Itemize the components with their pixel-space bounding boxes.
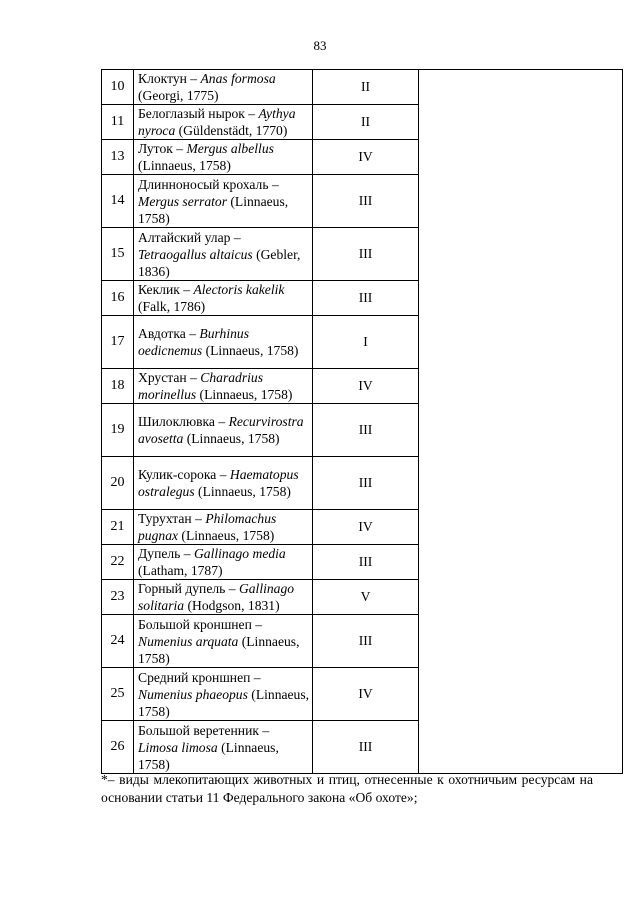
status-category: III bbox=[313, 615, 419, 668]
species-name bbox=[134, 70, 313, 105]
species-author: (Latham, 1787) bbox=[138, 563, 223, 578]
species-latin-name: Aythya nyroca bbox=[138, 106, 296, 138]
row-number: 22 bbox=[102, 545, 134, 580]
row-number: 14 bbox=[102, 175, 134, 228]
species-author: (Linnaeus, 1758) bbox=[138, 158, 231, 173]
species-russian-name: Кулик-сорока – bbox=[138, 467, 230, 482]
species-name bbox=[134, 580, 313, 615]
species-russian-name: Турухтан – bbox=[138, 511, 206, 526]
species-latin-name: Alectoris kakelik bbox=[193, 282, 285, 297]
species-name bbox=[134, 615, 313, 668]
species-author: (Georgi, 1775) bbox=[138, 88, 219, 103]
status-category: I bbox=[313, 316, 419, 369]
species-author: (Linnaeus, 1758) bbox=[178, 528, 275, 543]
species-latin-name: Haematopus ostralegus bbox=[138, 467, 299, 499]
row-number: 10 bbox=[102, 70, 134, 105]
species-name bbox=[134, 140, 313, 175]
species-name bbox=[134, 281, 313, 316]
species-latin-name: Numenius phaeopus bbox=[138, 686, 248, 702]
row-number: 11 bbox=[102, 105, 134, 140]
row-number: 18 bbox=[102, 369, 134, 404]
species-name bbox=[134, 457, 313, 510]
species-russian-name: Горный дупель – bbox=[138, 581, 239, 596]
row-number: 23 bbox=[102, 580, 134, 615]
species-russian-name: Длинноносый крохаль – bbox=[138, 176, 279, 192]
species-russian-name: Большой кроншнеп – bbox=[138, 616, 263, 632]
row-number: 21 bbox=[102, 510, 134, 545]
status-category: V bbox=[313, 580, 419, 615]
species-name bbox=[134, 721, 313, 774]
species-latin-name: Mergus serrator bbox=[138, 193, 227, 209]
status-category: IV bbox=[313, 140, 419, 175]
row-number: 13 bbox=[102, 140, 134, 175]
status-category: II bbox=[313, 70, 419, 105]
table-row bbox=[102, 70, 623, 105]
species-latin-name: Limosa limosa bbox=[138, 739, 218, 755]
species-author: (Linnaeus, 1758) bbox=[196, 387, 293, 402]
species-russian-name: Алтайский улар – bbox=[138, 229, 241, 245]
row-number: 20 bbox=[102, 457, 134, 510]
species-russian-name: Луток – bbox=[138, 141, 187, 156]
species-author: (Linnaeus, 1758) bbox=[138, 686, 310, 719]
status-category: III bbox=[313, 281, 419, 316]
status-category: III bbox=[313, 404, 419, 457]
row-number: 15 bbox=[102, 228, 134, 281]
notes-column bbox=[419, 70, 623, 774]
status-category: III bbox=[313, 457, 419, 510]
species-author: (Linnaeus, 1758) bbox=[183, 431, 280, 446]
row-number: 24 bbox=[102, 615, 134, 668]
species-name bbox=[134, 316, 313, 369]
status-category: III bbox=[313, 228, 419, 281]
species-author: (Linnaeus, 1758) bbox=[138, 633, 300, 666]
species-latin-name: Mergus albellus bbox=[186, 141, 274, 156]
species-author: (Hodgson, 1831) bbox=[184, 598, 280, 613]
status-category: III bbox=[313, 545, 419, 580]
species-author: (Linnaeus, 1758) bbox=[138, 193, 289, 226]
species-latin-name: Philomachus pugnax bbox=[138, 511, 277, 543]
species-latin-name: Numenius arquata bbox=[138, 633, 239, 649]
page-number: 83 bbox=[313, 38, 327, 53]
status-category: IV bbox=[313, 369, 419, 404]
status-category: III bbox=[313, 175, 419, 228]
footnote: *– виды млекопитающих животных и птиц, отнесенные к охотничьим ресурсам на основании статьи 11 Федерального закона «Об охоте»; bbox=[101, 772, 593, 805]
species-russian-name: Белоглазый нырок – bbox=[138, 106, 259, 121]
species-russian-name: Шилоклювка – bbox=[138, 414, 229, 429]
species-russian-name: Клоктун – bbox=[138, 71, 201, 86]
row-number: 16 bbox=[102, 281, 134, 316]
species-name bbox=[134, 228, 313, 281]
species-latin-name: Gallinago solitaria bbox=[138, 581, 295, 613]
row-number: 19 bbox=[102, 404, 134, 457]
species-russian-name: Авдотка – bbox=[138, 326, 200, 341]
row-number: 17 bbox=[102, 316, 134, 369]
status-category: III bbox=[313, 721, 419, 774]
row-number: 25 bbox=[102, 668, 134, 721]
table-body bbox=[102, 70, 623, 774]
species-author: (Linnaeus, 1758) bbox=[138, 739, 279, 772]
species-author: (Linnaeus, 1758) bbox=[202, 343, 299, 358]
species-name bbox=[134, 510, 313, 545]
species-latin-name: Charadrius morinellus bbox=[138, 370, 263, 402]
species-author: (Linnaeus, 1758) bbox=[194, 484, 291, 499]
species-name bbox=[134, 369, 313, 404]
species-table bbox=[101, 69, 623, 774]
species-name bbox=[134, 668, 313, 721]
species-russian-name: Кеклик – bbox=[138, 282, 194, 297]
species-name bbox=[134, 105, 313, 140]
status-category: IV bbox=[313, 510, 419, 545]
species-latin-name: Recurvirostra avosetta bbox=[138, 414, 304, 446]
species-russian-name: Дупель – bbox=[138, 546, 194, 561]
species-russian-name: Большой веретенник – bbox=[138, 722, 270, 738]
species-name bbox=[134, 545, 313, 580]
species-russian-name: Хрустан – bbox=[138, 370, 201, 385]
species-author: (Güldenstädt, 1770) bbox=[175, 123, 288, 138]
species-author: (Falk, 1786) bbox=[138, 299, 206, 314]
species-latin-name: Tetraogallus altaicus bbox=[138, 246, 253, 262]
species-latin-name: Gallinago media bbox=[193, 546, 286, 561]
species-russian-name: Средний кроншнеп – bbox=[138, 669, 261, 685]
status-category: II bbox=[313, 105, 419, 140]
species-latin-name: Burhinus oedicnemus bbox=[138, 326, 250, 358]
row-number: 26 bbox=[102, 721, 134, 774]
status-category: IV bbox=[313, 668, 419, 721]
species-author: (Gebler, 1836) bbox=[138, 246, 301, 279]
species-name bbox=[134, 404, 313, 457]
species-latin-name: Anas formosa bbox=[200, 71, 276, 86]
species-name bbox=[134, 175, 313, 228]
